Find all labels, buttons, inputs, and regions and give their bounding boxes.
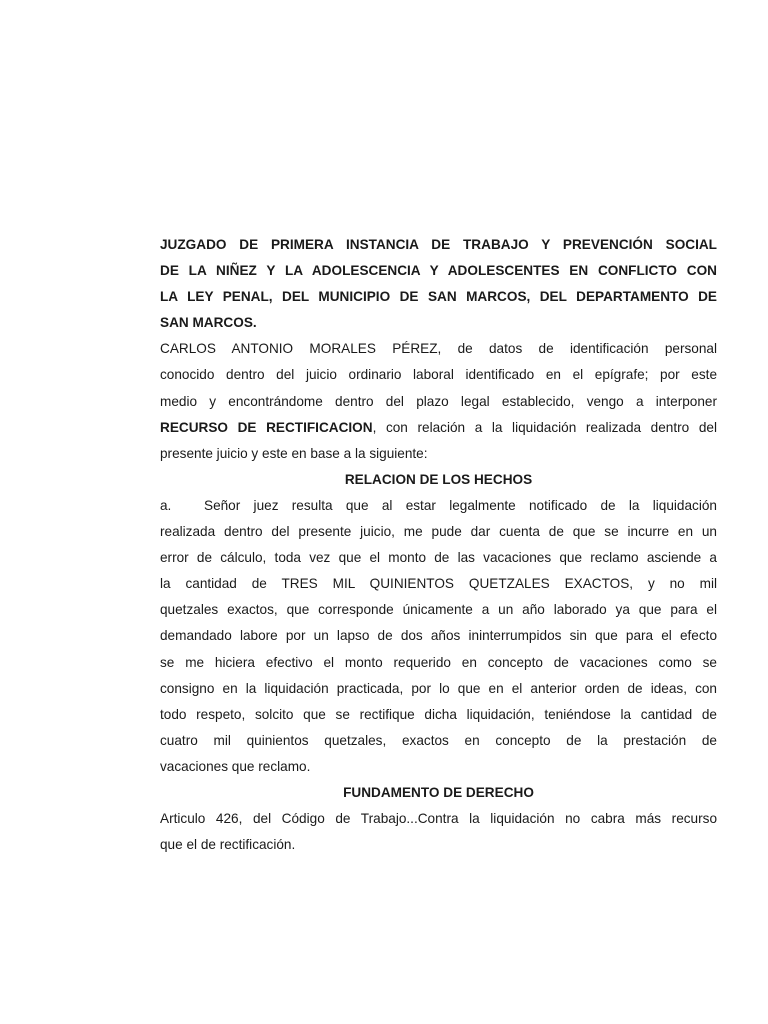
intro-line-4-rest: , con relación a la liquidación realizada dentro del: [372, 419, 717, 435]
item-marker: a.: [160, 497, 172, 513]
law-line-1: Articulo 426, del Código de Trabajo...Contra la liquidación no cabra más recurso: [160, 811, 717, 827]
intro-line-5: presente juicio y este en base a la siguiente:: [160, 445, 428, 461]
facts-line-9: todo respeto, solcito que se rectifique dicha liquidación, teniéndose la cantidad de: [160, 706, 717, 722]
law-paragraph: [160, 806, 717, 858]
intro-paragraph: [160, 336, 717, 466]
court-header-line-3: LA LEY PENAL, DEL MUNICIPIO DE SAN MARCOS, DEL DEPARTAMENTO DE: [160, 289, 717, 305]
facts-line-4: la cantidad de TRES MIL QUINIENTOS QUETZALES EXACTOS, y no mil: [160, 576, 717, 592]
recurso-title: RECURSO DE RECTIFICACION: [160, 419, 373, 435]
facts-line-11: vacaciones que reclamo.: [160, 758, 311, 774]
facts-line-6: demandado labore por un lapso de dos años ininterrumpidos sin que para el efecto: [160, 628, 717, 644]
law-title: FUNDAMENTO DE DERECHO: [343, 784, 534, 800]
facts-line-10: cuatro mil quinientos quetzales, exactos en concepto de la prestación de: [160, 732, 717, 748]
court-header-line-1: JUZGADO DE PRIMERA INSTANCIA DE TRABAJO Y PREVENCIÓN SOCIAL: [160, 237, 717, 252]
facts-line-2: realizada dentro del presente juicio, me pude dar cuenta de que se incurre en un: [160, 524, 717, 540]
law-line-2: que el de rectificación.: [160, 837, 296, 853]
facts-paragraph: [160, 493, 717, 780]
facts-line-1: [160, 493, 717, 519]
court-header-line-4: SAN MARCOS.: [160, 315, 257, 331]
facts-line-8: consigno en la liquidación practicada, por lo que en el anterior orden de ideas, con: [160, 680, 717, 696]
court-header-line-2: DE LA NIÑEZ Y LA ADOLESCENCIA Y ADOLESCENTES EN CONFLICTO CON: [160, 263, 717, 279]
intro-line-2: conocido dentro del juicio ordinario laboral identificado en el epígrafe; por este: [160, 367, 717, 383]
intro-line-4: [160, 415, 717, 441]
facts-title: RELACION DE LOS HECHOS: [344, 471, 533, 487]
facts-line-1-text: Señor juez resulta que al estar legalmente notificado de la liquidación: [204, 497, 717, 513]
facts-line-7: se me hiciera efectivo el monto requerido en concepto de vacaciones como se: [160, 654, 717, 670]
facts-line-5: quetzales exactos, que corresponde únicamente a un año laborado ya que para el: [160, 602, 717, 618]
intro-line-3: medio y encontrándome dentro del plazo legal establecido, vengo a interponer: [160, 393, 717, 409]
court-header: [160, 232, 717, 336]
intro-line-1: CARLOS ANTONIO MORALES PÉREZ, de datos de identificación personal: [160, 341, 717, 357]
document-page: [160, 232, 717, 858]
facts-line-3: error de cálculo, toda vez que el monto de las vacaciones que reclamo asciende a: [160, 550, 717, 566]
